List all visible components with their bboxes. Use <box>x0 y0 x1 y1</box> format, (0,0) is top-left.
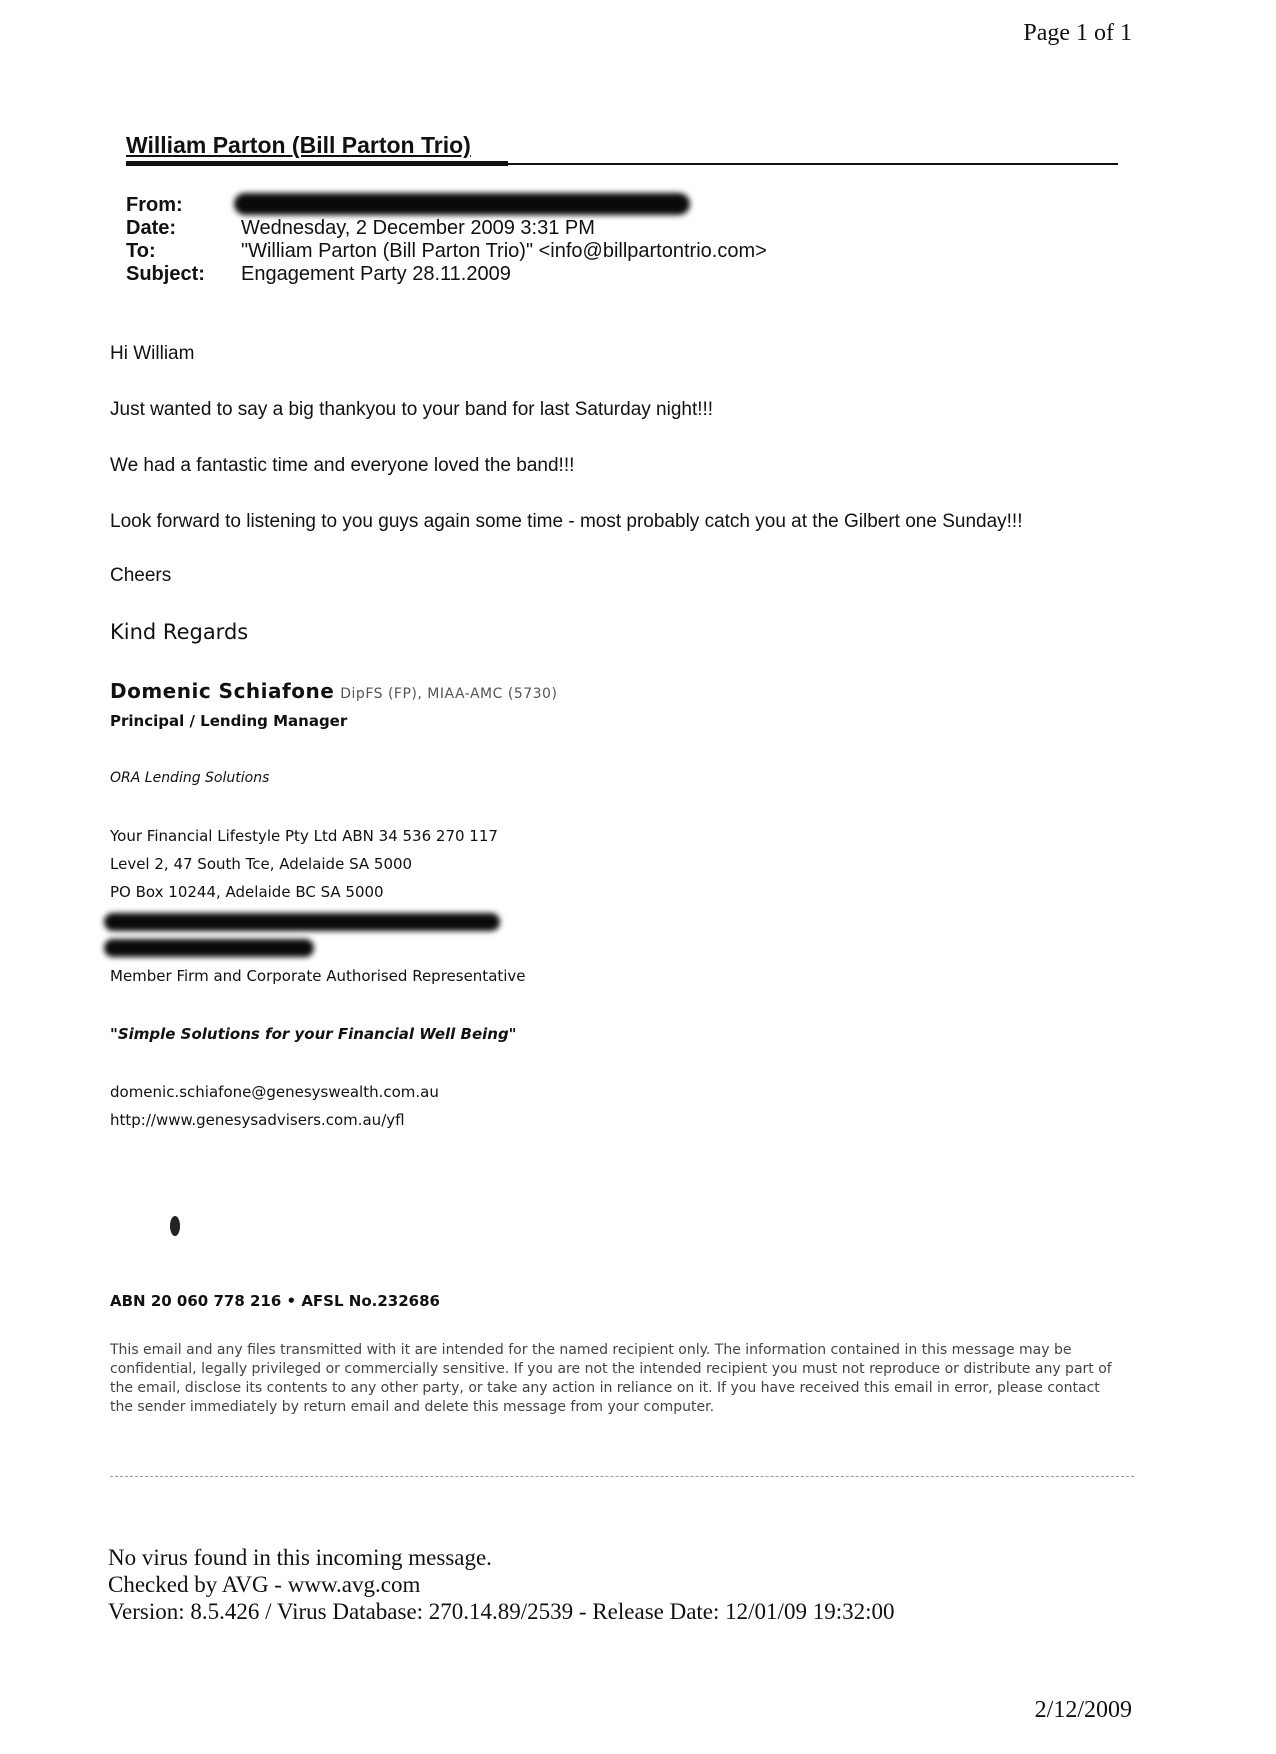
redacted-mobile <box>104 939 314 957</box>
body-line-4: Cheers <box>110 565 172 586</box>
date-value: Wednesday, 2 December 2009 3:31 PM <box>241 217 595 239</box>
entity-abn: Your Financial Lifestyle Pty Ltd ABN 34 536 270 117 <box>110 827 498 845</box>
signature-website: http://www.genesysadvisers.com.au/yfl <box>110 1111 405 1129</box>
address-line-2: PO Box 10244, Adelaide BC SA 5000 <box>110 883 384 901</box>
avg-line-3: Version: 8.5.426 / Virus Database: 270.14.89/2539 - Release Date: 12/01/09 19:32:00 <box>108 1599 895 1624</box>
title-underline-bar <box>126 161 508 166</box>
body-line-2: We had a fantastic time and everyone loved the band!!! <box>110 455 575 476</box>
to-label: To: <box>126 240 156 262</box>
print-date: 2/12/2009 <box>1034 1697 1132 1723</box>
sender-role: Principal / Lending Manager <box>110 712 348 730</box>
avg-line-1: No virus found in this incoming message. <box>108 1545 492 1570</box>
signature-name-line <box>110 679 557 703</box>
date-label: Date: <box>126 217 177 239</box>
redacted-phone-fax <box>104 913 500 931</box>
to-value: "William Parton (Bill Parton Trio)" <info@billpartontrio.com> <box>241 240 767 262</box>
body-line-1: Just wanted to say a big thankyou to your band for last Saturday night!!! <box>110 399 714 420</box>
disclaimer: This email and any files transmitted with it are intended for the named recipient only. The information contained in this message may be confidential, legally privileged or commercially sensitive. If you are not the intended recipient you must not reproduce or distribute any part of the email, disclose its contents to any other party, or take any action in reliance on it. If you have received this email in error, please contact the sender immediately by return email and delete this message from your computer. <box>110 1342 1112 1415</box>
redacted-sender-email <box>234 193 690 215</box>
abn-afsl: ABN 20 060 778 216 • AFSL No.232686 <box>110 1292 440 1310</box>
greeting: Hi William <box>110 343 195 364</box>
body-line-3: Look forward to listening to you guys again some time - most probably catch you at the Gilbert one Sunday!!! <box>110 511 1023 532</box>
signoff: Kind Regards <box>110 620 249 644</box>
sender-company: ORA Lending Solutions <box>110 770 270 786</box>
email-title: William Parton (Bill Parton Trio) <box>126 132 471 158</box>
from-label: From: <box>126 194 183 216</box>
slogan: "Simple Solutions for your Financial Well Being" <box>110 1025 517 1043</box>
signature-email: domenic.schiafone@genesyswealth.com.au <box>110 1083 439 1101</box>
page-number: Page 1 of 1 <box>1023 20 1132 46</box>
sender-name: Domenic Schiafone <box>110 679 335 703</box>
disclaimer-divider <box>110 1476 1134 1477</box>
address-line-1: Level 2, 47 South Tce, Adelaide SA 5000 <box>110 855 413 873</box>
sender-credentials: DipFS (FP), MIAA-AMC (5730) <box>340 686 558 702</box>
logo-mark-icon <box>170 1216 180 1236</box>
subject-label: Subject: <box>126 263 205 285</box>
subject-value: Engagement Party 28.11.2009 <box>241 263 511 285</box>
member-firm: Member Firm and Corporate Authorised Representative <box>110 967 526 985</box>
avg-line-2: Checked by AVG - www.avg.com <box>108 1572 421 1597</box>
